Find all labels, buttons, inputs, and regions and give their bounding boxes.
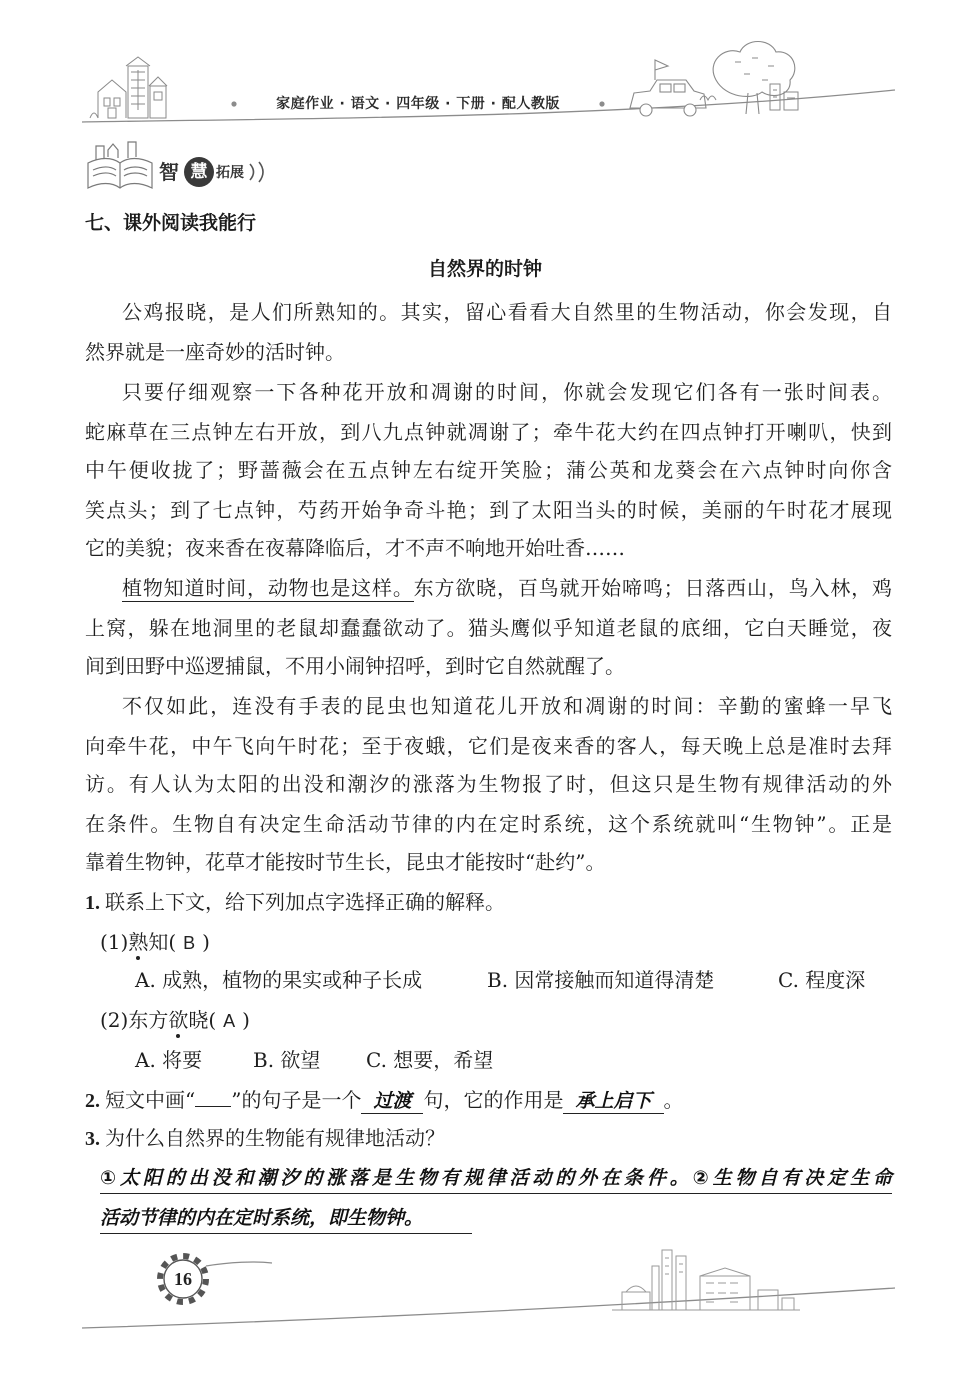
dotted-character: 熟	[128, 930, 149, 954]
handwritten-answer-2: 承上启下	[563, 1089, 663, 1114]
option-b: B. 因常接触而知道得清楚	[487, 968, 715, 992]
badge-highlight-circle: 慧	[184, 157, 214, 187]
paragraph-line: 向牵牛花，中午飞向午时花；至于夜蛾，它们是夜来香的客人，每天晚上总是准时去拜	[85, 734, 892, 758]
question-text-part: 。	[663, 1088, 684, 1112]
paragraph-line: 访。有人认为太阳的出没和潮汐的涨落为生物报了时，但这只是生物有规律活动的外	[85, 772, 892, 796]
houses-sketch-icon	[90, 57, 167, 118]
question-text: 联系上下文，给下列加点字选择正确的解释。	[105, 890, 505, 914]
paragraph-line: 只要仔细观察一下各种花开放和凋谢的时间，你就会发现它们各有一张时间表。	[122, 380, 892, 404]
item-prefix: (2)东方	[100, 1008, 169, 1032]
paragraph-line-rest: 东方欲晓，百鸟就开始啼鸣；日落西山，鸟入林，鸡	[413, 576, 893, 600]
paragraph-line: 中午便收拢了；野蔷薇会在五点钟左右绽开笑脸；蒲公英和龙葵会在六点钟时向你含	[85, 458, 892, 482]
question-1-item-2	[100, 1000, 250, 1040]
filled-answer: A	[223, 1011, 236, 1031]
tree-sketch-icon	[713, 42, 795, 115]
badge-char-zhi: 智	[159, 160, 179, 184]
underline-sample	[195, 1090, 231, 1107]
question-1-item-1	[100, 922, 210, 962]
paragraph-line: 靠着生物钟，花草才能按时节生长，昆虫才能按时“赴约”。	[85, 850, 606, 874]
question-text-part: ”的句子是一个	[231, 1088, 362, 1112]
bullet-dot-icon	[599, 101, 604, 106]
car-sketch-icon	[630, 60, 706, 116]
option-c: C. 程度深	[778, 968, 866, 992]
question-number: 2.	[85, 1090, 100, 1112]
handwritten-answer-1: 过渡	[361, 1089, 423, 1114]
dotted-character: 欲	[168, 1008, 189, 1032]
handwritten-answer-line: 活动节律的内在定时系统，即生物钟。	[100, 1202, 472, 1234]
paragraph-line: 它的美貌；夜来香在夜幕降临后，才不声不响地开始吐香……	[85, 536, 625, 560]
paragraph-line: 蛇麻草在三点钟左右开放，到八九点钟就凋谢了；牵牛花大约在四点钟打开喇叭，快到	[85, 420, 892, 444]
badge-text-tuozhan: 拓展	[216, 165, 244, 181]
item-close: )	[202, 930, 210, 954]
item-prefix: (1)	[100, 930, 129, 954]
paragraph-line: 然界就是一座奇妙的活时钟。	[85, 340, 345, 364]
article-title: 自然界的时钟	[427, 258, 542, 280]
item-rest: 晓(	[188, 1008, 217, 1032]
question-2	[85, 1080, 684, 1120]
question-number: 1.	[85, 892, 100, 914]
butterfly-sketch-icon	[700, 96, 716, 100]
question-text: 为什么自然界的生物能有规律地活动？	[105, 1126, 445, 1150]
question-number: 3.	[85, 1128, 100, 1150]
option-c: C. 想要，希望	[366, 1048, 494, 1072]
paragraph-line: 上窝，躲在地洞里的老鼠却蠢蠢欲动了。猫头鹰似乎知道老鼠的底细，它白天睡觉，夜	[85, 616, 892, 640]
paragraph-line: 间到田野中巡逻捕鼠，不用小闹钟招呼，到时它自然就醒了。	[85, 654, 625, 678]
book-icon	[88, 142, 152, 188]
option-b: B. 欲望	[253, 1048, 321, 1072]
filled-answer: B	[183, 933, 196, 953]
question-1-prompt	[85, 882, 505, 922]
question-3-prompt	[85, 1118, 445, 1158]
item-rest: 知(	[148, 930, 177, 954]
handwritten-answer-line: ①太阳的出没和潮汐的涨落是生物有规律活动的外在条件。②生物自有决定生命	[100, 1162, 892, 1194]
paragraph-line: 笑点头；到了七点钟，芍药开始争奇斗艳；到了太阳当头的时候，美丽的午时花才展现	[85, 498, 892, 522]
page-number: 16	[174, 1269, 192, 1289]
city-buildings-sketch-icon	[612, 1250, 800, 1310]
option-a: A. 将要	[135, 1048, 203, 1072]
question-text-part: 短文中画“	[105, 1088, 196, 1112]
paragraph-line: 公鸡报晓，是人们所熟知的。其实，留心看看大自然里的生物活动，你会发现，自	[122, 300, 892, 324]
paragraph-line	[85, 568, 892, 608]
wave-arcs-icon	[250, 162, 263, 182]
buildings-sketch-icon	[770, 84, 798, 110]
paragraph-line: 不仅如此，连没有手表的昆虫也知道花儿开放和凋谢的时间：辛勤的蜜蜂一早飞	[122, 694, 892, 718]
header-title: 家庭作业 · 语文 · 四年级 · 下册 · 配人教版	[276, 96, 560, 112]
footer-short-curve	[206, 1262, 272, 1266]
underlined-sentence: 植物知道时间，动物也是这样。	[122, 576, 414, 600]
section-heading: 七、课外阅读我能行	[85, 212, 257, 234]
item-close: )	[242, 1008, 250, 1032]
option-a: A. 成熟，植物的果实或种子长成	[135, 968, 423, 992]
question-text-part: 句，它的作用是	[423, 1088, 564, 1112]
bullet-dot-icon	[231, 101, 236, 106]
paragraph-line: 在条件。生物自有决定生命活动节律的内在定时系统，这个系统就叫“生物钟”。正是	[85, 812, 892, 836]
